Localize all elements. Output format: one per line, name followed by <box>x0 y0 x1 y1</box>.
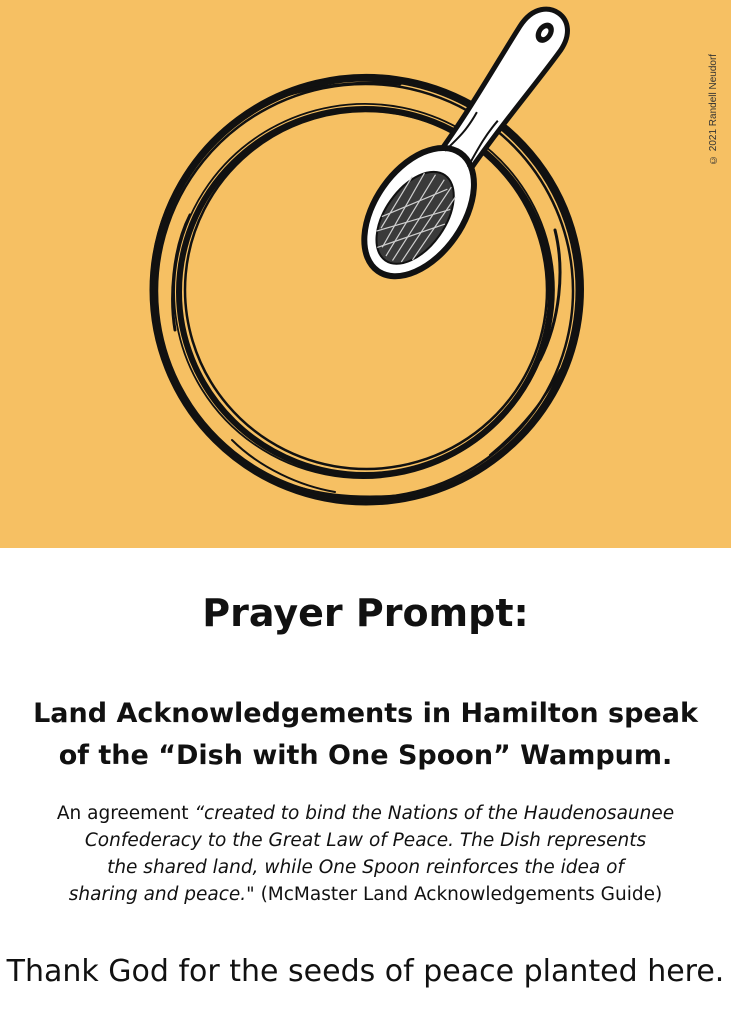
quote-paragraph <box>20 800 711 908</box>
quote-line <box>20 881 711 908</box>
spoon-icon <box>342 0 595 296</box>
subtitle-line: Land Acknowledgements in Hamilton speak <box>33 698 698 729</box>
quote-text: sharing and peace." <box>68 884 255 905</box>
dish-icon <box>123 47 610 531</box>
quote-text: “created to bind the Nations of the Haudenosaunee <box>194 803 675 824</box>
quote-text: Confederacy to the Great Law of Peace. The Dish represents <box>84 830 647 851</box>
page-title: Prayer Prompt: <box>202 591 529 635</box>
closing-line: Thank God for the seeds of peace planted here. <box>6 954 725 989</box>
quote-intro: An agreement <box>56 803 195 824</box>
subtitle <box>10 693 721 777</box>
copyright-notice: © 2021 Randell Neudorf <box>708 53 719 165</box>
subtitle-line: of the “Dish with One Spoon” Wampum. <box>58 740 673 771</box>
quote-source: (McMaster Land Acknowledgements Guide) <box>254 884 663 905</box>
quote-text: the shared land, while One Spoon reinforces the idea of <box>107 857 624 878</box>
quote-line <box>20 800 711 827</box>
